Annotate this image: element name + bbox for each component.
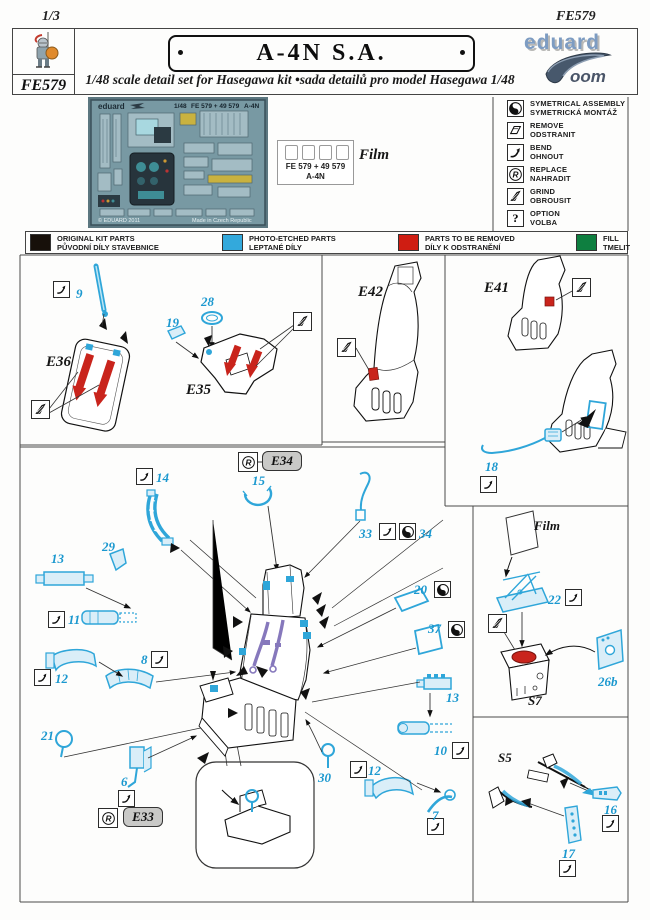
part-label-26b: 26b: [598, 674, 618, 689]
bend-icon: [452, 742, 469, 759]
option-icon: ?: [507, 210, 524, 227]
bend-icon: [48, 611, 65, 628]
svg-text:R: R: [512, 169, 519, 180]
color-legend-fill: FILL TMELIT: [603, 234, 631, 252]
part-label-22: 22: [548, 592, 561, 607]
part-label-e34: E34: [262, 451, 302, 471]
color-legend-kit: ORIGINAL KIT PARTS PŮVODNÍ DÍLY STAVEBNICE: [57, 234, 159, 252]
grind-icon: [337, 338, 356, 357]
bend-icon: [350, 761, 367, 778]
legend-option: OPTION VOLBA: [530, 209, 560, 227]
bend-icon: [480, 476, 497, 493]
sheet-number: 1/3: [42, 9, 60, 24]
part-label-14: 14: [156, 470, 169, 485]
zoom-logo-letters: oom: [570, 67, 606, 86]
part-label-6: 6: [121, 774, 128, 789]
color-legend-pe: PHOTO-ETCHED PARTS LEPTANÉ DÍLY: [249, 234, 336, 252]
color-legend-remove: PARTS TO BE REMOVED DÍLY K ODSTRANĚNÍ: [425, 234, 515, 252]
part-label-13b: 13: [446, 690, 459, 705]
bend-icon: [34, 669, 51, 686]
bend-icon: [565, 589, 582, 606]
part-label-12a: 12: [55, 671, 68, 686]
svg-text:R: R: [244, 456, 252, 467]
panel-label-e41: E41: [484, 280, 510, 296]
part-label-15: 15: [252, 473, 265, 488]
film-panel-label: Film: [534, 518, 561, 533]
svg-text:R: R: [104, 812, 112, 823]
part-label-33: 33: [359, 526, 372, 541]
legend-symmetrical: SYMETRICAL ASSEMBLY SYMETRICKÁ MONTÁŽ: [530, 99, 626, 117]
part-label-11: 11: [68, 612, 81, 627]
part-label-28: 28: [201, 294, 214, 309]
part-label-30: 30: [318, 770, 331, 785]
film-model: A-4N: [306, 172, 325, 181]
part-label-10: 10: [434, 743, 447, 758]
fret-brand: eduard: [98, 102, 125, 111]
part-label-8: 8: [141, 652, 148, 667]
part-label-34: 34: [419, 526, 432, 541]
panel-label-e35: E35: [186, 382, 212, 398]
part-label-18: 18: [485, 459, 498, 474]
fret-scale: 1/48: [174, 103, 187, 110]
panel-label-s7: S7: [528, 693, 542, 708]
legend-bend: BEND OHNOUT: [530, 143, 564, 161]
part-label-7: 7: [432, 808, 439, 823]
legend-replace: REPLACE NAHRADIT: [530, 165, 571, 183]
legend-remove: REMOVE ODSTRANIT: [530, 121, 576, 139]
product-code: FE579: [12, 74, 75, 96]
part-label-37: 37: [428, 621, 441, 636]
bend-icon: [53, 281, 70, 298]
fret-copyright: © EDUARD 2011: [98, 218, 141, 224]
panel-label-s5: S5: [498, 750, 512, 765]
fret-model: A-4N: [244, 103, 260, 110]
part-label-13a: 13: [51, 551, 64, 566]
part-label-16: 16: [604, 802, 617, 817]
bend-icon: [379, 523, 396, 540]
replace-icon: [98, 808, 118, 828]
eduard-logo-text: eduard: [524, 31, 601, 54]
part-label-9: 9: [76, 286, 83, 301]
symmetrical-icon: [448, 621, 465, 638]
symmetrical-icon: [434, 581, 451, 598]
panel-label-e36: E36: [46, 354, 72, 370]
grind-icon: [488, 614, 507, 633]
legend-grind: GRIND OBROUSIT: [530, 187, 572, 205]
part-label-17: 17: [562, 846, 575, 861]
grind-icon: [293, 312, 312, 331]
subtitle: 1/48 scale detail set for Hasegawa kit •sada detailů pro model Hasegawa 1/48: [85, 72, 515, 87]
fret-origin: Made in Czech Republic: [192, 218, 252, 224]
panel-label-e42: E42: [358, 284, 384, 300]
bend-icon: [559, 860, 576, 877]
part-label-e33: E33: [123, 807, 163, 827]
part-label-19: 19: [166, 315, 179, 330]
bend-icon: [118, 790, 135, 807]
part-label-29: 29: [102, 539, 115, 554]
page-title: A-4N S.A.: [256, 40, 387, 66]
film-label: Film: [359, 147, 390, 163]
symmetrical-icon: [399, 523, 416, 540]
part-label-20: 20: [414, 582, 427, 597]
part-label-12b: 12: [368, 763, 381, 778]
grind-icon: [31, 400, 50, 419]
sheet-code: FE579: [556, 9, 596, 24]
grind-icon: [572, 278, 591, 297]
replace-icon: [238, 452, 258, 472]
fret-code: FE 579 + 49 579: [191, 103, 240, 110]
bend-icon: [151, 651, 168, 668]
part-label-21: 21: [41, 728, 54, 743]
film-code: FE 579 + 49 579: [285, 162, 346, 171]
bend-icon: [136, 468, 153, 485]
